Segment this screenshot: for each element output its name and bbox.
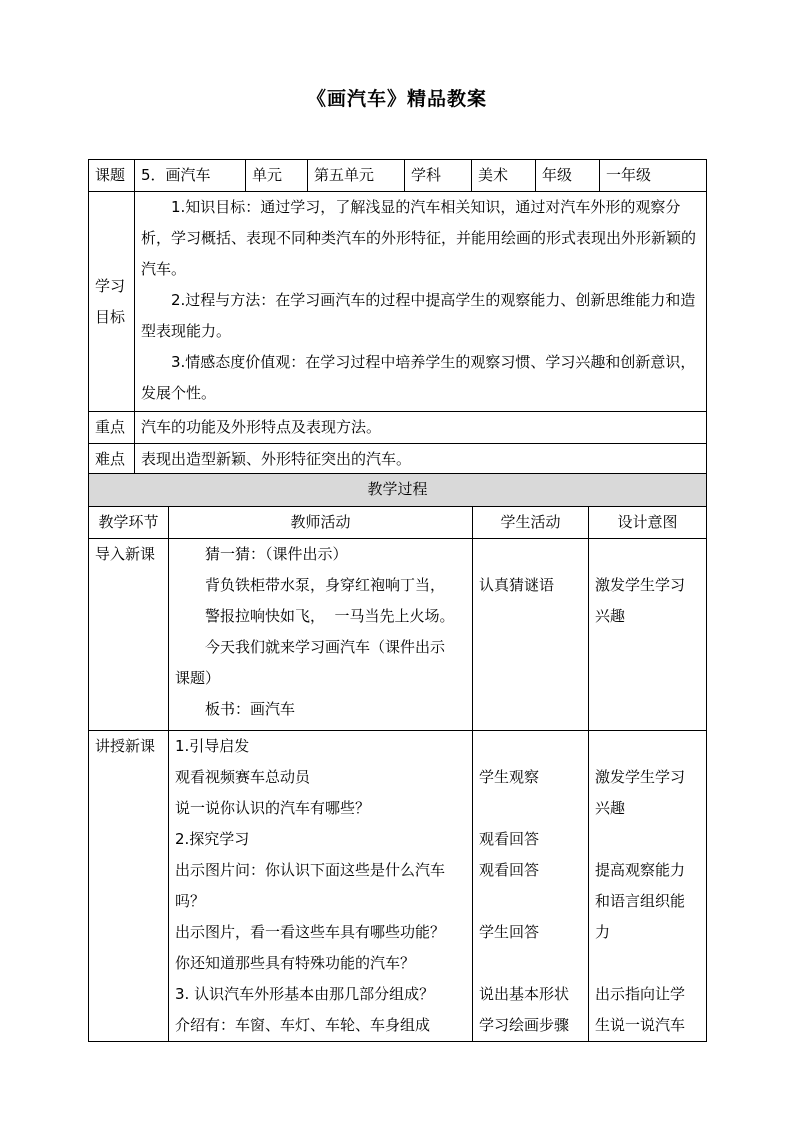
lecture-stage: 讲授新课 [89,731,169,1042]
info-row [89,160,707,192]
grade-value: 一年级 [600,160,707,192]
difficulty-row [89,444,707,476]
key-point-row [89,412,707,444]
topic-label: 课题 [89,160,135,192]
goal-emotion: 3.情感态度价值观：在学习过程中培养学生的观察习惯、学习兴趣和创新意识，发展个性。 [141,353,696,402]
grade-label: 年级 [536,160,600,192]
unit-label: 单元 [246,160,308,192]
col-teacher: 教师活动 [169,507,473,539]
teaching-process-table [88,473,707,1042]
difficulty-label: 难点 [89,444,135,476]
subject-label: 学科 [405,160,472,192]
topic-value: 5．画汽车 [135,160,246,192]
key-point-label: 重点 [89,412,135,444]
document-title: 《画汽车》精品教案 [306,88,487,110]
intro-student: 认真猜谜语 [473,539,589,731]
goal-process: 2.过程与方法：在学习画汽车的过程中提高学生的观察能力、创新思维能力和造型表现能力。 [141,291,696,340]
goals-content [135,192,707,412]
goal-knowledge: 1.知识目标：通过学习，了解浅显的汽车相关知识，通过对汽车外形的观察分析，学习概括、表现不同种类汽车的外形特征，并能用绘画的形式表现出外形新颖的汽车。 [141,198,697,278]
goals-row [89,192,707,412]
unit-value: 第五单元 [308,160,405,192]
lesson-info-table [88,159,707,476]
intro-row [89,539,707,731]
key-point-text: 汽车的功能及外形特点及表现方法。 [135,412,707,444]
lecture-teacher: 1.引导启发 观看视频赛车总动员 说一说你认识的汽车有哪些？ 2.探究学习 出示图片问：你认识下面这些是什么汽车 吗？ 出示图片，看一看这些车具有哪些功能？ 你还知道那些具有特殊功能的汽车？ 3. 认识汽车外形基本由那几部分组成？ 介绍有：车窗、车灯、车轮、车身组成 [169,731,473,1042]
process-columns-row [89,507,707,539]
subject-value: 美术 [472,160,536,192]
intro-teacher: 猜一猜：（课件出示） 背负铁柜带水泵，身穿红袍响丁当， 警报拉响快如飞， 一马当先上火场。 今天我们就来学习画汽车（课件出示 课题） 板书：画汽车 [169,539,473,731]
intro-intent: 激发学生学习 兴趣 [589,539,707,731]
col-student: 学生活动 [473,507,589,539]
col-stage: 教学环节 [89,507,169,539]
lecture-intent: 激发学生学习 兴趣 提高观察能力 和语言组织能 力 出示指向让学 生说一说汽车 [589,731,707,1042]
col-intent: 设计意图 [589,507,707,539]
lecture-row [89,731,707,1042]
process-header: 教学过程 [89,474,707,507]
lecture-student: 学生观察 观看回答 观看回答 学生回答 说出基本形状 学习绘画步骤 [473,731,589,1042]
difficulty-text: 表现出造型新颖、外形特征突出的汽车。 [135,444,707,476]
intro-stage: 导入新课 [89,539,169,731]
goals-label: 学习 目标 [89,192,135,412]
process-header-row [89,474,707,507]
